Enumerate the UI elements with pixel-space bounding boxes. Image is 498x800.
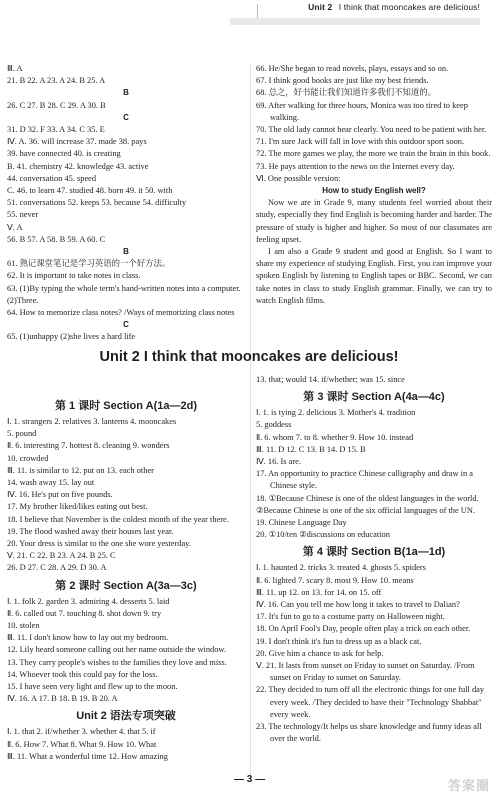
right-column-bottom xyxy=(256,374,492,745)
watermark-logo: 答案圈 xyxy=(447,778,490,793)
section-heading: 第 3 课时 Section A(4a—4c) xyxy=(303,391,445,404)
answer-line: Ⅱ. 6. interesting 7. hottest 8. cleaning 9. wonders xyxy=(7,441,170,451)
answer-line: 22. They decided to turn off all the electronic things for one full day every week. /They decided to have their "Technology Shabbat" every week. xyxy=(256,685,485,719)
header-unit: Unit 2 xyxy=(308,2,333,12)
answer-line: 19. Chinese Language Day xyxy=(256,518,347,528)
answer-line: 21. B 22. A 23. A 24. B 25. A xyxy=(7,76,106,86)
answer-line: 71. I'm sure Jack will fall in love with this outdoor sport soon. xyxy=(256,137,465,147)
answer-line: Ⅱ. 6. whom 7. to 8. whether 9. How 10. instead xyxy=(256,432,414,442)
answer-line: 67. I think good books are just like my best friends. xyxy=(256,76,429,86)
answer-line: 61. 熟记课堂笔记是学习英语的一个好方法。 xyxy=(7,259,171,269)
header-tick xyxy=(257,4,258,18)
answer-line: 14. Whoever took this could pay for the loss. xyxy=(7,669,158,679)
answer-line: 72. The more games we play, the more we train the brain in this book. xyxy=(256,149,491,159)
answer-line: 23. The technology/It helps us share knowledge and funny ideas all over the world. xyxy=(256,722,482,744)
header-bar xyxy=(230,18,480,25)
answer-line: 19. The flood washed away their houses last year. xyxy=(7,526,174,536)
answer-line: Ⅰ. 1. folk 2. garden 3. admiring 4. desserts 5. laid xyxy=(7,596,170,606)
answer-line: 17. It's fun to go to a costume party on Halloween night. xyxy=(256,612,445,622)
unit-heading: Unit 2 I think that mooncakes are delicious! xyxy=(99,349,399,365)
answer-line: Ⅵ. One possible version: xyxy=(256,173,341,183)
section-heading: 第 4 课时 Section B(1a—1d) xyxy=(302,546,446,559)
answer-line: 56. B 57. A 58. B 59. A 60. C xyxy=(7,234,106,244)
answer-line: Ⅱ. 6. How 7. What 8. What 9. How 10. What xyxy=(7,739,157,749)
answer-line: 20. Give him a chance to ask for help. xyxy=(256,648,384,658)
answer-line: 19. I don't think it's fun to dress up as a black cat. xyxy=(256,636,422,646)
answer-line: 26. D 27. C 28. A 29. D 30. A xyxy=(7,563,107,573)
left-column-bottom xyxy=(7,395,245,763)
answer-line: Ⅰ. 1. that 2. if/whether 3. whether 4. that 5. if xyxy=(7,727,156,737)
answer-line: 63. (1)By typing the whole term's hand-written notes into a computer. xyxy=(7,283,241,293)
answer-line: Ⅰ. 1. strangers 2. relatives 3. lanterns 4. mooncakes xyxy=(7,417,177,426)
right-column-top xyxy=(256,63,492,307)
answer-line: 18. ①Because Chinese is one of the oldest languages in the world. xyxy=(256,493,479,503)
answer-line: How to study English well? xyxy=(322,186,426,196)
answer-line: 66. He/She began to read novels, plays, essays and so on. xyxy=(256,64,449,73)
answer-line: Ⅳ. A. 36. will increase 37. made 38. pays xyxy=(7,137,147,147)
answer-line: 62. It is important to take notes in class. xyxy=(7,271,141,281)
answer-line: Ⅴ. 21. C 22. B 23. A 24. B 25. C xyxy=(7,551,116,561)
page-header xyxy=(0,0,498,28)
answer-line: B xyxy=(123,247,129,257)
header-unit-title: I think that mooncakes are delicious! xyxy=(338,2,480,12)
answer-line: Ⅳ. 16. He's put on five pounds. xyxy=(7,490,113,500)
answer-line: 39. have connected 40. is creating xyxy=(7,149,121,159)
answer-line: 18. I believe that November is the coldest month of the year there. xyxy=(7,514,229,524)
answer-line: 26. C 27. B 28. C 29. A 30. B xyxy=(7,100,106,110)
answer-line: Ⅳ. 16. Is are. xyxy=(256,457,301,467)
answer-line: 5. goddess xyxy=(256,420,292,430)
answer-line: 10. crowded xyxy=(7,453,49,463)
answer-line: 20. Your dress is similar to the one she wore yesterday. xyxy=(7,539,191,549)
answer-line: Ⅳ. 16. A 17. B 18. B 19. B 20. A xyxy=(7,694,118,704)
answer-line: 69. After walking for three hours, Monica was too tired to keep walking. xyxy=(256,100,468,122)
answer-line: (2)Three. xyxy=(7,295,39,305)
answer-line: Ⅲ. A xyxy=(7,64,23,73)
answer-line: B xyxy=(123,88,129,98)
answer-line: Ⅲ. 11. up 12. on 13. for 14. on 15. off xyxy=(256,587,382,597)
answer-line: 13. that; would 14. if/whether; was 15. since xyxy=(256,375,405,384)
answer-line: Ⅴ. 21. It lasts from sunset on Friday to sunset on Saturday. /From sunset on Friday to sunset on Saturday. xyxy=(256,661,475,683)
header-title xyxy=(308,2,480,12)
answer-line: 73. He pays attention to the news on the Internet every day. xyxy=(256,161,455,171)
section-heading: 第 2 课时 Section A(3a—3c) xyxy=(55,579,197,592)
answer-line: Ⅱ. 6. lighted 7. scary 8. most 9. How 10. means xyxy=(256,575,414,585)
answer-line: I am also a Grade 9 student and good at English. So I want to share my experience of studying English. First, you can improve your spoken English by listening to English tapes or BBC. Second, we can take notes in class to study English grammar. Finally, we can try to watch English films. xyxy=(256,247,492,305)
answer-line: Ⅰ. 1. is tying 2. delicious 3. Mother's 4. tradition xyxy=(256,408,416,418)
answer-line: C. 46. to learn 47. studied 48. born 49. it 50. with xyxy=(7,186,173,196)
answer-line: Ⅲ. 11. D 12. C 13. B 14. D 15. B xyxy=(256,444,366,454)
answer-line: Ⅲ. 11. I don't know how to lay out my bedroom. xyxy=(7,633,169,643)
section-heading: Unit 2 语法专项突破 xyxy=(76,710,176,723)
answer-line: 55. never xyxy=(7,210,39,220)
answer-line: Ⅲ. 11. What a wonderful time 12. How amazing xyxy=(7,751,168,761)
answer-line: ②Because Chinese is one of the six official languages of the UN. xyxy=(256,505,475,515)
answer-line: Ⅱ. 6. called out 7. touching 8. shot down 9. try xyxy=(7,608,162,618)
answer-line: 70. The old lady cannot hear clearly. You need to be patient with her. xyxy=(256,125,487,135)
left-column-top xyxy=(7,63,245,344)
answer-line: Now we are in Grade 9, many students feel worried about their study, especially they find English is becoming harder and harder. The pressure of study is higher and higher. So most of our classmates are feeling upset. xyxy=(256,198,492,244)
answer-line: 5. pound xyxy=(7,429,37,439)
page-number: — 3 — xyxy=(234,774,266,785)
answer-line: 13. They carry people's wishes to the families they love and miss. xyxy=(7,657,227,667)
answer-line: Ⅴ. A xyxy=(7,222,23,232)
answer-line: 18. On April Fool's Day, people often play a trick on each other. xyxy=(256,624,471,634)
answer-line: 65. (1)unhappy (2)she lives a hard life xyxy=(7,332,136,342)
answer-line: 12. Lily heard someone calling out her name outside the window. xyxy=(7,645,227,655)
answer-line: 68. 总之，好书能让我们知道许多我们不知道的。 xyxy=(256,88,437,98)
answer-line: C xyxy=(123,112,129,122)
answer-line: 44. conversation 45. speed xyxy=(7,173,97,183)
answer-line: 51. conversations 52. keeps 53. because 54. difficulty xyxy=(7,198,187,208)
answer-line: Ⅲ. 11. is similar to 12. put on 13. each other xyxy=(7,465,154,475)
answer-line: C xyxy=(123,320,129,330)
answer-line: B. 41. chemistry 42. knowledge 43. active xyxy=(7,161,149,171)
answer-line: 15. I have seen very light and flew up to the moon. xyxy=(7,682,178,692)
answer-line: 20. ①10/ten ②discussions on education xyxy=(256,530,390,540)
answer-line: 64. How to memorize class notes? /Ways of memorizing class notes xyxy=(7,308,235,318)
answer-line: 17. An opportunity to practice Chinese calligraphy and draw in a Chinese style. xyxy=(256,469,473,491)
column-divider xyxy=(250,63,251,778)
answer-line: 14. wash away 15. lay out xyxy=(7,478,95,488)
section-heading: 第 1 课时 Section A(1a—2d) xyxy=(54,400,197,412)
answer-line: 31. D 32. F 33. A 34. C 35. E xyxy=(7,125,105,135)
answer-line: Ⅰ. 1. haunted 2. tricks 3. treated 4. ghosts 5. spiders xyxy=(256,563,426,573)
answer-line: 17. My brother liked/likes eating out best. xyxy=(7,502,148,512)
answer-line: Ⅳ. 16. Can you tell me how long it takes to travel to Dalian? xyxy=(256,600,460,610)
answer-line: 10. stolen xyxy=(7,621,40,631)
